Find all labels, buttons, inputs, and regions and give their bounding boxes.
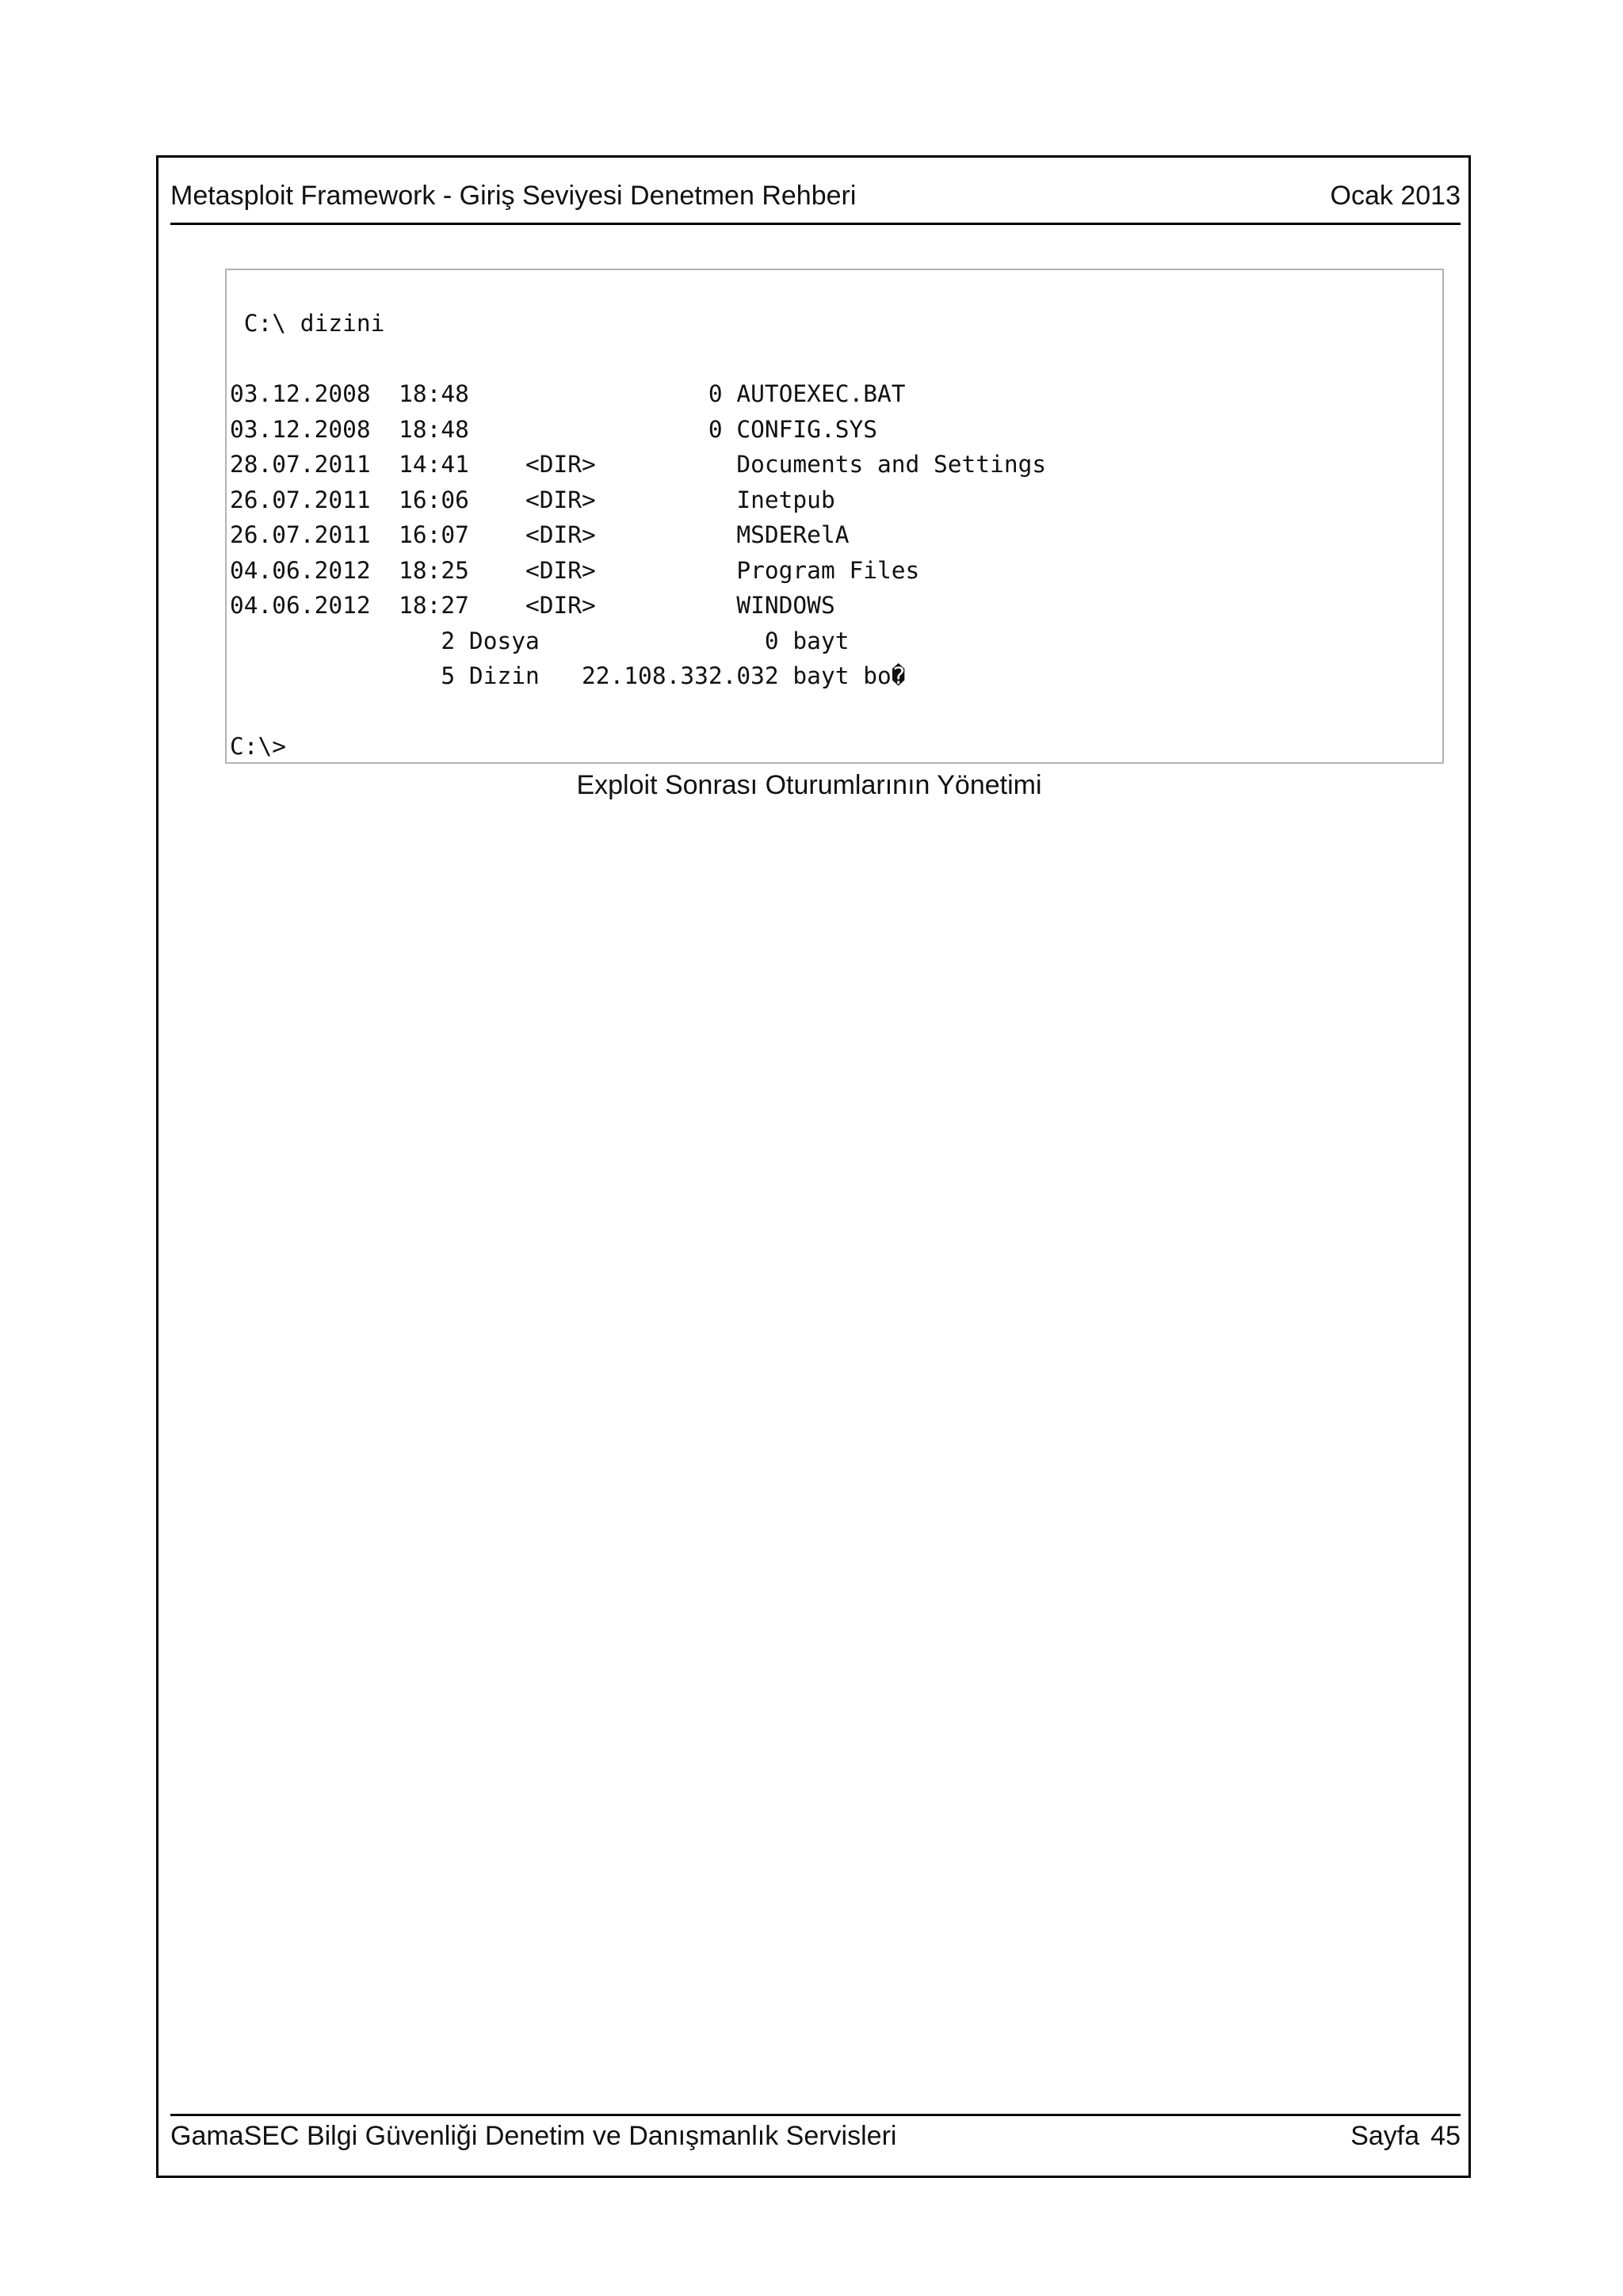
document-title: Metasploit Framework - Giriş Seviyesi Denetmen Rehberi: [170, 181, 857, 211]
console-line: C:\>: [230, 733, 287, 760]
console-line: 04.06.2012 18:27 <DIR> WINDOWS: [230, 592, 835, 619]
console-line: 04.06.2012 18:25 <DIR> Program Files: [230, 556, 920, 584]
page-label: Sayfa: [1350, 2121, 1420, 2151]
console-line: 2 Dosya 0 bayt: [230, 627, 850, 654]
console-line: 03.12.2008 18:48 0 CONFIG.SYS: [230, 415, 877, 443]
caption-text: Exploit Sonrası Oturumlarının Yönetimi: [576, 770, 1042, 800]
console-line: C:\ dizini: [230, 310, 385, 337]
console-line: 03.12.2008 18:48 0 AUTOEXEC.BAT: [230, 380, 906, 407]
footer-company: GamaSEC Bilgi Güvenliği Denetim ve Danışmanlık Servisleri: [170, 2121, 897, 2151]
console-output-box: [225, 269, 1444, 764]
page-footer: [170, 2114, 1461, 2158]
document-date: Ocak 2013: [1330, 181, 1461, 211]
page-number-block: [1350, 2121, 1461, 2152]
page-header: [170, 177, 1461, 225]
page-number: 45: [1430, 2121, 1461, 2151]
console-line: 28.07.2011 14:41 <DIR> Documents and Settings: [230, 451, 1047, 478]
console-text: [230, 306, 1046, 765]
console-line: 26.07.2011 16:06 <DIR> Inetpub: [230, 486, 835, 513]
console-line: 26.07.2011 16:07 <DIR> MSDERelA: [230, 521, 850, 548]
console-line: 5 Dizin 22.108.332.032 bayt bo�: [230, 662, 906, 689]
figure-caption: [170, 770, 1461, 801]
